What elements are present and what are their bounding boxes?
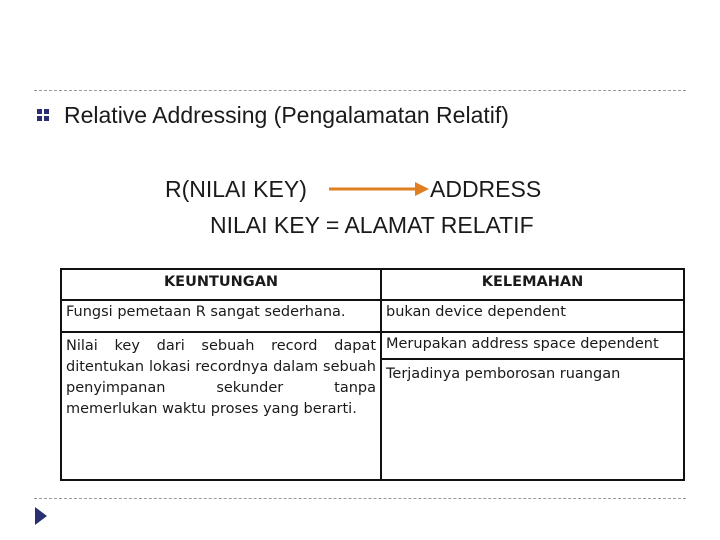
bullet-icon [36, 108, 50, 122]
disadvantage-cell-group [381, 332, 684, 480]
table-row [61, 300, 684, 332]
formula-lhs: R(NILAI KEY) [165, 176, 307, 202]
disadvantage-cell: bukan device dependent [381, 300, 684, 332]
slide-heading: Relative Addressing (Pengalamatan Relatif) [64, 102, 509, 128]
top-divider [34, 90, 686, 91]
header-disadvantages: KELEMAHAN [381, 269, 684, 300]
equation-line: NILAI KEY = ALAMAT RELATIF [210, 212, 534, 238]
right-arrow-icon [327, 174, 431, 204]
formula-line [165, 176, 542, 203]
disadvantage-item: Terjadinya pemborosan ruangan [386, 366, 621, 382]
comparison-table [60, 268, 685, 481]
disadvantage-item: Merupakan address space dependent [382, 333, 683, 360]
bottom-divider [34, 498, 686, 499]
advantage-cell: Nilai key dari sebuah record dapat ditentukan lokasi recordnya dalam sebuah penyimpanan sekunder tanpa memerlukan waktu proses yang berarti. [61, 332, 381, 480]
table-row [61, 332, 684, 480]
header-advantages: KEUNTUNGAN [61, 269, 381, 300]
triangle-marker-icon [34, 506, 48, 526]
table-header-row [61, 269, 684, 300]
advantage-cell: Fungsi pemetaan R sangat sederhana. [61, 300, 381, 332]
formula-rhs: ADDRESS [430, 176, 542, 202]
